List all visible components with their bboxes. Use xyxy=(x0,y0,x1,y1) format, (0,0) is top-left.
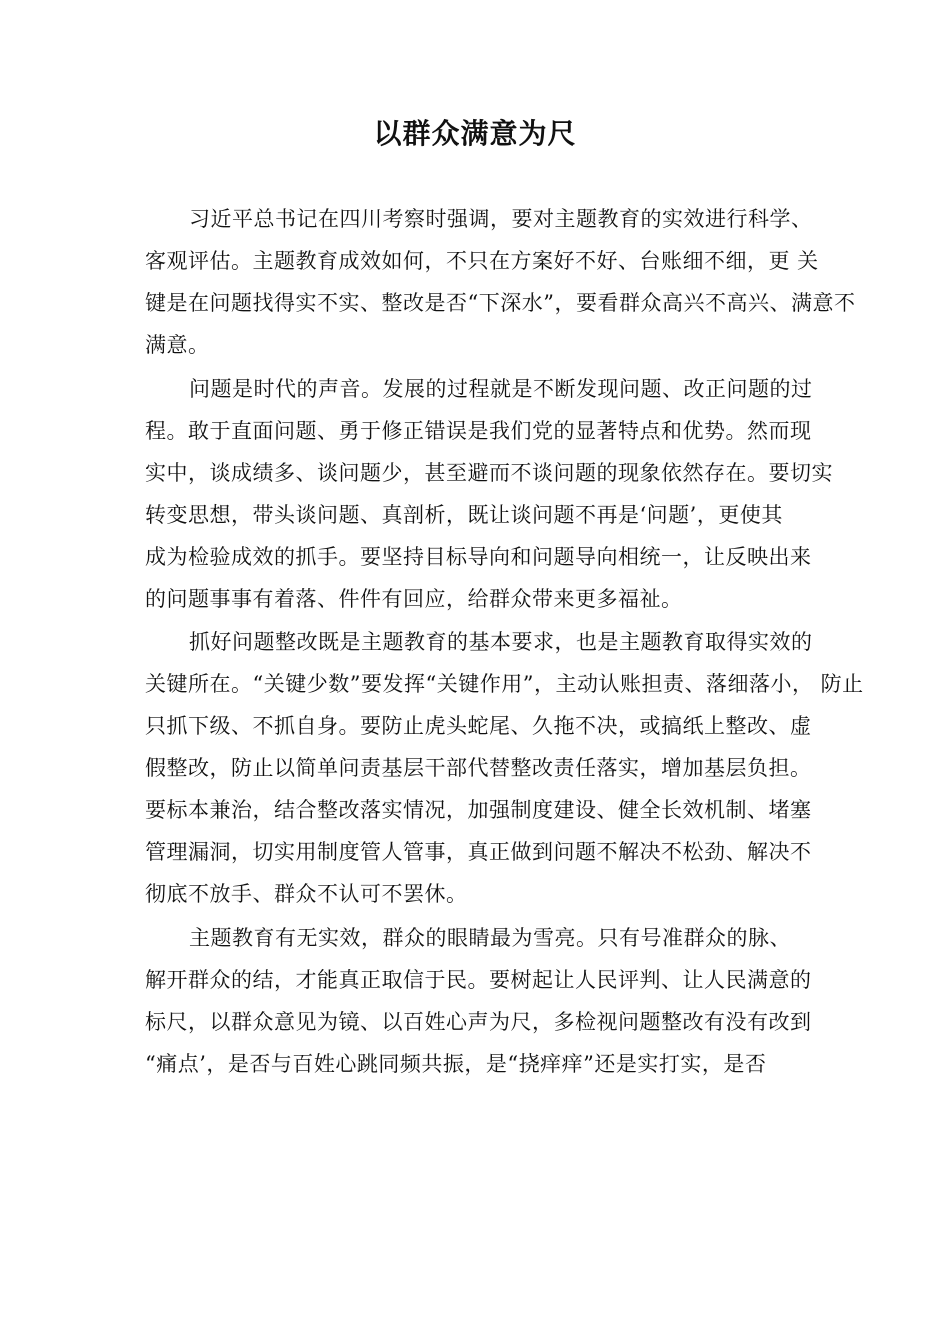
text-line: 程。敢于直面问题、勇于修正错误是我们党的显著特点和优势。然而现 xyxy=(145,418,812,443)
text-line: 只抓下级、不抓自身。要防止虎头蛇尾、久拖不决，或搞纸上整改、虚 xyxy=(145,714,812,738)
text-line: 管理漏洞，切实用制度管人管事，真正做到问题不解决不松劲、解决不 xyxy=(145,840,812,864)
text-line: 假整改，防止以简单问责基层干部代替整改责任落实，增加基层负担。 xyxy=(145,756,812,780)
text-line: 标尺，以群众意见为镜、以百姓心声为尺，多检视问题整改有没有改到 xyxy=(145,1009,812,1034)
paragraph-2 xyxy=(145,368,835,620)
text-line: 抓好问题整改既是主题教育的基本要求，也是主题教育取得实效的 xyxy=(189,630,813,654)
text-line: 实中，谈成绩多、谈问题少，甚至避而不谈问题的现象依然存在。要切实 xyxy=(145,460,833,485)
text-line: 解开群众的结，才能真正取信于民。要树起让人民评判、让人民满意的 xyxy=(145,967,812,992)
text-line: 彻底不放手、群众不认可不罢休。 xyxy=(145,882,468,906)
text-line: 要标本兼治，结合整改落实情况，加强制度建设、健全长效机制、堵塞 xyxy=(145,798,812,822)
text-line: 键是在问题找得实不实、整改是否“下深水”，要看群众高兴不高兴、满意不 xyxy=(145,291,856,315)
document-title: 以群众满意为尺 xyxy=(373,117,577,150)
text-line: 客观评估。主题教育成效如何，不只在方案好不好、台账细不细，更 关 xyxy=(145,249,819,273)
text-line: “痛点’，是否与百姓心跳同频共振，是“挠痒痒”还是实打实，是否 xyxy=(145,1051,767,1076)
text-line: 关键所在。“关键少数”要发挥“关键作用”，主动认账担责、落细落小， 防止 xyxy=(145,672,864,696)
document-body xyxy=(145,198,864,1085)
text-line: 满意。 xyxy=(145,333,210,357)
text-line: 的问题事事有着落、件件有回应，给群众带来更多福祉。 xyxy=(145,586,683,611)
text-line: 主题教育有无实效，群众的眼睛最为雪亮。只有号准群众的脉、 xyxy=(189,925,791,950)
text-line: 习近平总书记在四川考察时强调，要对主题教育的实效进行科学、 xyxy=(189,207,813,231)
text-line: 转变思想，带头谈问题、真剖析，既让谈问题不再是‘问题’，更使其 xyxy=(145,502,783,527)
text-line: 成为检验成效的抓手。要坚持目标导向和问题导向相统一，让反映出来 xyxy=(145,544,812,569)
paragraph-4 xyxy=(145,917,835,1085)
paragraph-1 xyxy=(145,198,856,366)
paragraph-3 xyxy=(145,621,864,915)
text-line: 问题是时代的声音。发展的过程就是不断发现问题、改正问题的过 xyxy=(189,376,813,401)
